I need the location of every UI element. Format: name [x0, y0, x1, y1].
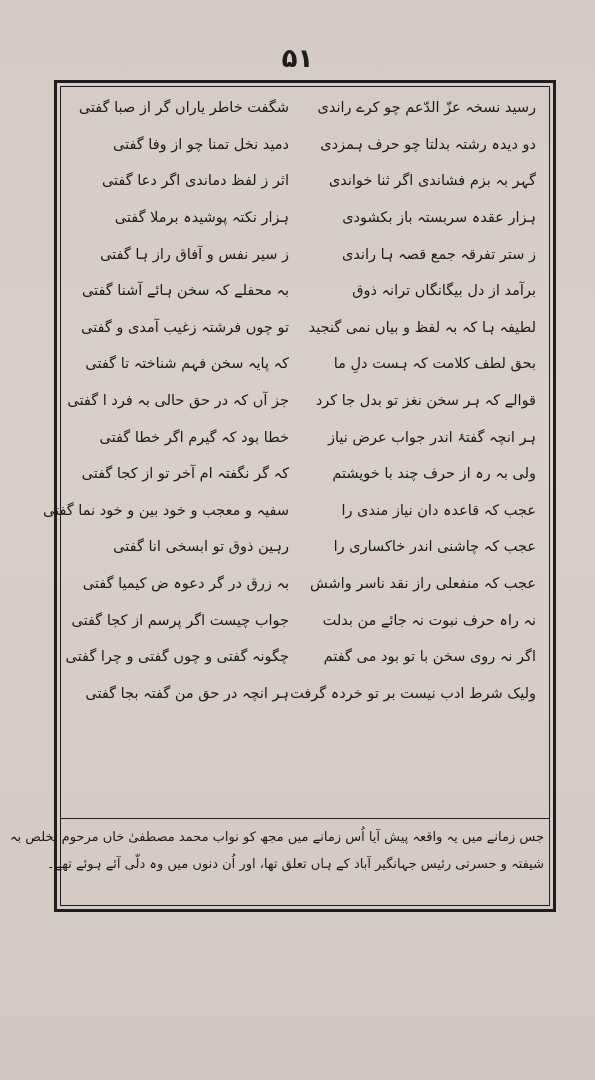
couplet-second-line: خطا بود کہ گیرم اگر خطا گفتی [99, 429, 289, 446]
couplet-second-line: کہ پایہ سخن فہم شناختہ تا گفتی [85, 356, 289, 373]
couplet-second-line: بہ زرق در گر دعوہ ض کیمیا گفتی [82, 576, 289, 593]
couplet-second-line: اثر ز لفظ دماندی اگر دعا گفتی [101, 173, 289, 190]
couplet-first-line: رسید نسخہ عزّ الدّعم چو کرے راندی [317, 100, 536, 117]
couplet-second-line: سفیہ و معجب و خود بین و خود نما گفتی [42, 502, 289, 519]
couplet-first-line: دو دیدہ رشتہ بدلتا چو حرف ہمزدی [320, 136, 536, 153]
couplet [74, 90, 536, 127]
couplet-second-line: رہین ذوق تو ابسخی انا گفتی [113, 539, 289, 556]
couplet-first-line: قوالے کہ ہر سخن نغز تو بدل جا کرد [315, 393, 536, 410]
couplet [65, 639, 536, 676]
couplet-second-line: دمید نخل تمنا چو از وفا گفتی [113, 136, 289, 153]
couplet [74, 273, 536, 310]
couplet [74, 163, 536, 200]
couplet-first-line: ہر انچہ گفتۂ اندر جواب عرض نیاز [327, 429, 536, 446]
couplet [74, 676, 536, 713]
couplet-first-line: اگر نہ روی سخن با تو بود می گفتم [323, 649, 536, 666]
couplet-first-line: گہر بہ بزم فشاندی اگر ثنا خواندی [328, 173, 536, 190]
couplet [74, 127, 536, 164]
couplet-second-line: چگونہ گفتی و چوں گفتی و چرا گفتی [65, 649, 289, 666]
couplet-first-line: عجب کہ چاشنی اندر خاکساری را [333, 539, 536, 556]
couplet-second-line: کہ گر نگفتہ ام آخر تو از کجا گفتی [81, 466, 289, 483]
page-number: ۵۱ [281, 44, 314, 74]
couplet-second-line: ہزار نکتہ پوشیدہ برملا گفتی [114, 210, 289, 227]
couplet [74, 310, 536, 347]
couplet [74, 236, 536, 273]
couplet-first-line: ولی بہ رہ از حرف چند با خویشتم [332, 466, 536, 483]
couplet-second-line: ز سیر نفس و آفاق راز ہا گفتی [100, 246, 289, 263]
couplet [67, 383, 536, 420]
couplet-second-line: بہ محفلے کہ سخن ہائے آشنا گفتی [81, 283, 289, 300]
couplet-first-line: ولیک شرط ادب نیست بر تو خردہ گرفت [290, 685, 536, 702]
footnote-line: جس زمانے میں یہ واقعہ پیش آیا اُس زمانے میں مجھ کو نواب محمد مصطفیٰ خاں مرحوم تخلص بہ [9, 830, 544, 845]
couplet-second-line: جواب چیست اگر پرسم از کجا گفتی [71, 612, 289, 629]
footnote-line: شیفتہ و حسرتی رئیس جہانگیر آباد کے ہاں تعلق تھا، اور اُن دنوں میں وہ دلّی آئے ہوئے تھے۔ [47, 857, 544, 872]
couplet-second-line: تو چوں فرشتہ زغیب آمدی و گفتی [81, 319, 289, 336]
couplet-first-line: نہ راہ حرف نبوت نہ جائے من بدلت [322, 612, 536, 629]
couplet [74, 456, 536, 493]
footnote [9, 824, 544, 878]
couplet-second-line: شگفت خاطر یاراں گر از صبا گفتی [78, 100, 289, 117]
couplet-first-line: بحق لطف کلامت کہ ہست دلِ ما [333, 356, 536, 373]
couplet-first-line: عجب کہ منفعلی راز نقد ناسر واشش [310, 576, 536, 593]
couplet [74, 200, 536, 237]
poem [42, 90, 536, 712]
couplet [74, 419, 536, 456]
couplet-first-line: ہزار عقدہ سربستہ باز بکشودی [342, 210, 536, 227]
footnote-divider [60, 818, 550, 819]
couplet-second-line: جز آں کہ در حق حالی بہ فرد ا گفتی [67, 393, 289, 410]
couplet [74, 529, 536, 566]
couplet-first-line: عجب کہ قاعدہ دان نیاز مندی را [341, 502, 536, 519]
couplet [74, 346, 536, 383]
couplet-second-line: ہر انچہ در حق من گفتہ بجا گفتی [85, 685, 289, 702]
couplet-first-line: لطیفہ ہا کہ بہ لفظ و بیاں نمی گنجید [308, 319, 536, 336]
couplet [42, 493, 536, 530]
couplet-first-line: ز ستر تفرقہ جمع قصہ ہا راندی [342, 246, 536, 263]
couplet [71, 602, 536, 639]
couplet [74, 566, 536, 603]
couplet-first-line: برآمد از دل بیگانگاں ترانہ ذوق [352, 283, 536, 300]
